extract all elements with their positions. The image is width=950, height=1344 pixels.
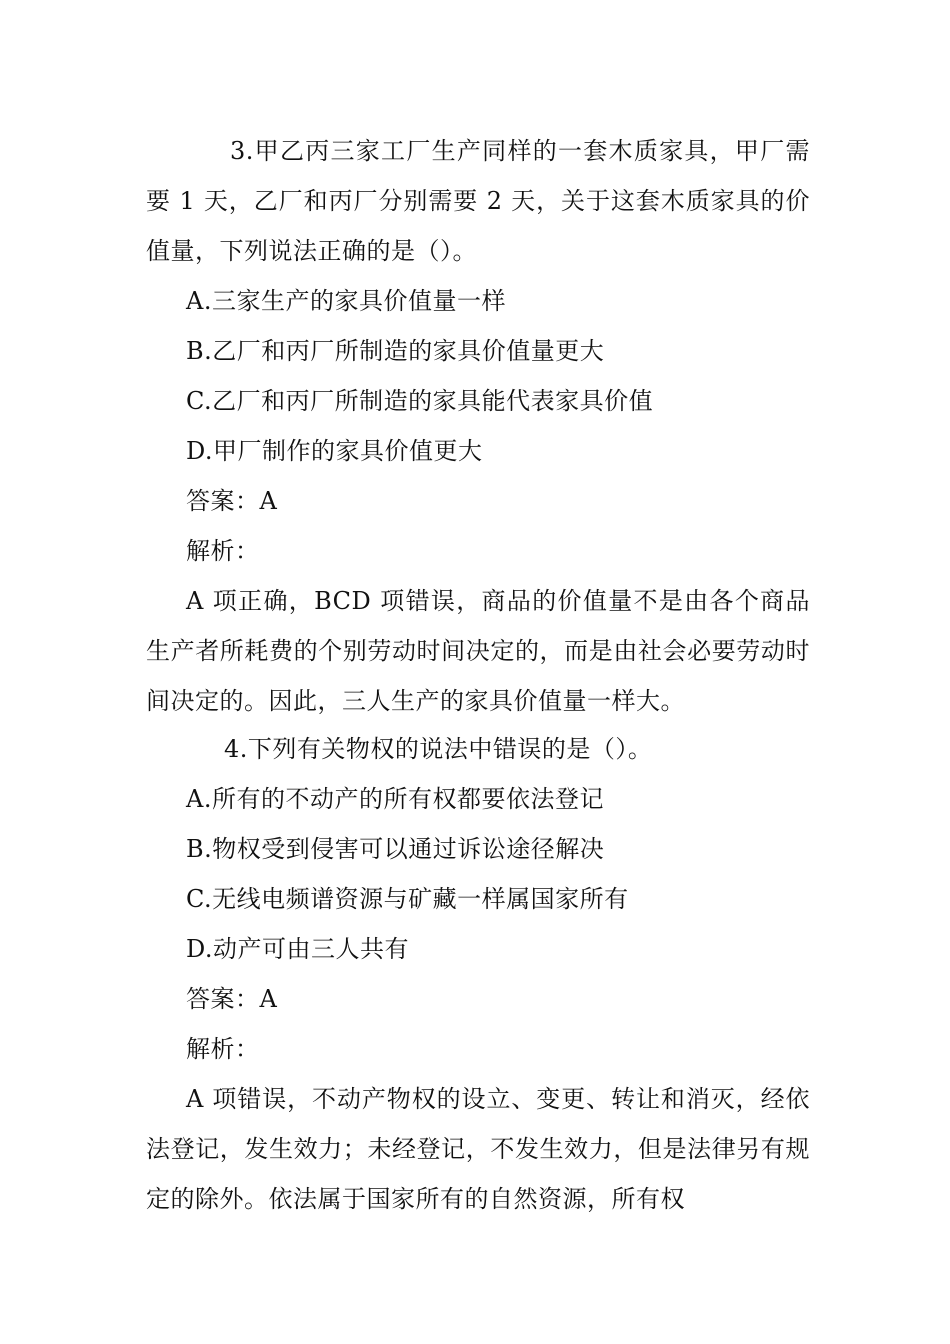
question-4-analysis-label: 解析： xyxy=(186,1035,260,1063)
question-3-stem: 3.甲乙丙三家工厂生产同样的一套木质家具，甲厂需要 1 天，乙厂和丙厂分别需要 2 天，关于这套木质家具的价值量，下列说法正确的是（）。 xyxy=(146,137,810,265)
question-3-analysis: A 项正确，BCD 项错误，商品的价值量不是由各个商品生产者所耗费的个别劳动时间决定的，而是由社会必要劳动时间决定的。因此，三人生产的家具价值量一样大。 xyxy=(146,587,810,715)
question-3-option-d: D.甲厂制作的家具价值更大 xyxy=(186,437,483,465)
question-4 xyxy=(146,724,810,1224)
question-3-option-a: A.三家生产的家具价值量一样 xyxy=(186,287,506,315)
question-4-option-d: D.动产可由三人共有 xyxy=(186,935,410,963)
question-4-option-c: C.无线电频谱资源与矿藏一样属国家所有 xyxy=(186,885,629,913)
question-4-option-b: B.物权受到侵害可以通过诉讼途径解决 xyxy=(186,835,605,863)
question-3-answer: 答案：A xyxy=(186,487,278,515)
question-4-stem: 4.下列有关物权的说法中错误的是（）。 xyxy=(224,735,653,763)
question-3-analysis-label: 解析： xyxy=(186,537,260,565)
question-4-option-a: A.所有的不动产的所有权都要依法登记 xyxy=(186,785,604,813)
question-4-analysis: A 项错误，不动产物权的设立、变更、转让和消灭，经依法登记，发生效力；未经登记，不发生效力，但是法律另有规定的除外。依法属于国家所有的自然资源，所有权 xyxy=(146,1085,810,1213)
question-3 xyxy=(146,126,810,726)
question-4-answer: 答案：A xyxy=(186,985,278,1013)
question-3-option-b: B.乙厂和丙厂所制造的家具价值量更大 xyxy=(186,337,605,365)
question-3-option-c: C.乙厂和丙厂所制造的家具能代表家具价值 xyxy=(186,387,654,415)
